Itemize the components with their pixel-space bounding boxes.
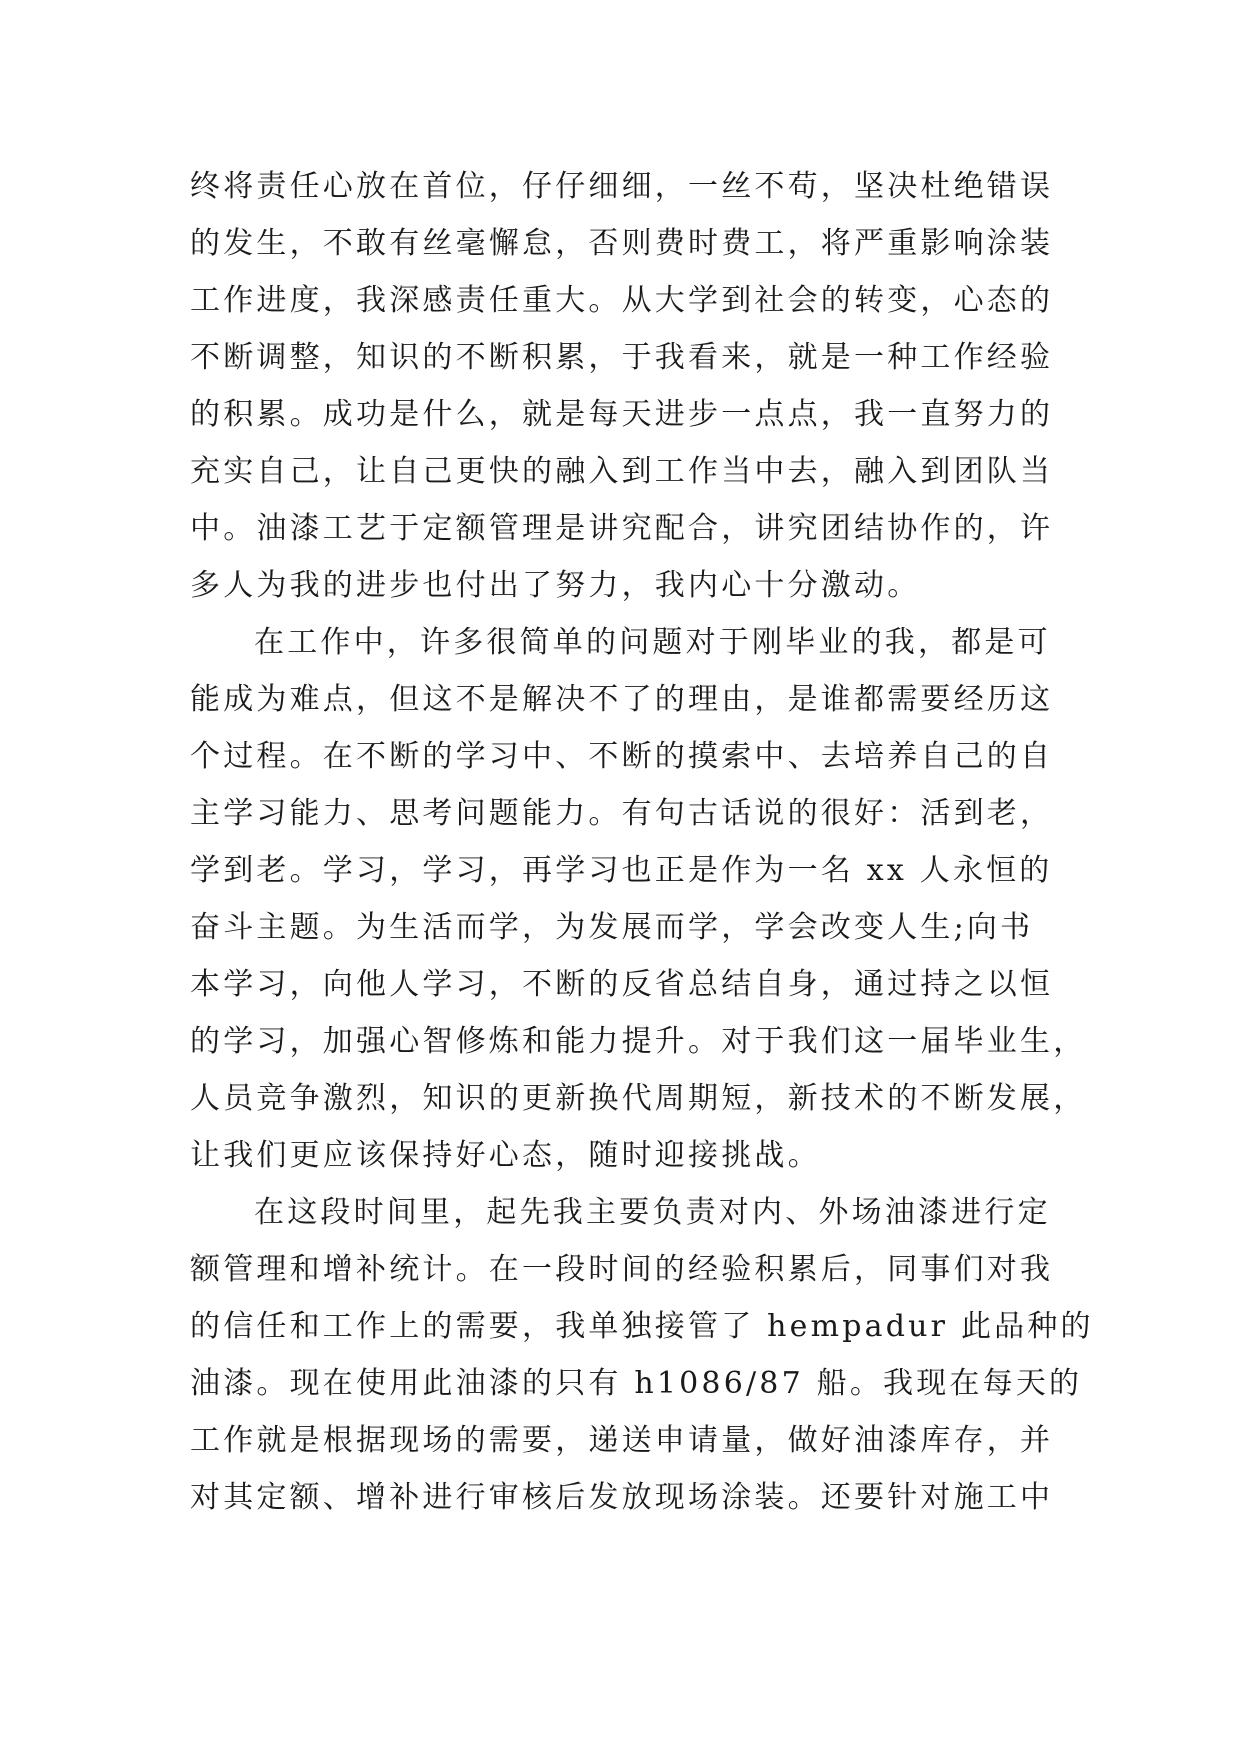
text-line: 充实自己，让自己更快的融入到工作当中去，融入到团队当 bbox=[190, 454, 1054, 489]
text-line: 奋斗主题。为生活而学，为发展而学，学会改变人生;向书 bbox=[190, 910, 1034, 945]
text-line: 人员竞争激烈，知识的更新换代周期短，新技术的不断发展， bbox=[190, 1081, 1087, 1116]
text-line: 让我们更应该保持好心态，随时迎接挑战。 bbox=[190, 1138, 821, 1173]
text-line: 工作进度，我深感责任重大。从大学到社会的转变，心态的 bbox=[190, 283, 1054, 318]
text-line: 工作就是根据现场的需要，递送申请量，做好油漆库存，并 bbox=[190, 1423, 1054, 1458]
text-line: 中。油漆工艺于定额管理是讲究配合，讲究团结协作的，许 bbox=[190, 511, 1054, 546]
text-line: 不断调整，知识的不断积累，于我看来，就是一种工作经验 bbox=[190, 340, 1054, 375]
text-line: 主学习能力、思考问题能力。有句古话说的很好：活到老， bbox=[190, 796, 1054, 831]
text-line: 个过程。在不断的学习中、不断的摸索中、去培养自己的自 bbox=[190, 739, 1054, 774]
paragraph-3 bbox=[190, 1184, 1094, 1526]
text-line: 本学习，向他人学习，不断的反省总结自身，通过持之以恒 bbox=[190, 967, 1054, 1002]
text-line: 在工作中，许多很简单的问题对于刚毕业的我，都是可 bbox=[254, 625, 1051, 660]
text-line: 的发生，不敢有丝毫懈怠，否则费时费工，将严重影响涂装 bbox=[190, 226, 1054, 261]
text-line: 在这段时间里，起先我主要负责对内、外场油漆进行定 bbox=[254, 1195, 1051, 1230]
text-line: 油漆。现在使用此油漆的只有 h1086/87 船。我现在每天的 bbox=[190, 1366, 1083, 1401]
text-line: 终将责任心放在首位，仔仔细细，一丝不苟，坚决杜绝错误 bbox=[190, 169, 1054, 204]
text-line: 能成为难点，但这不是解决不了的理由，是谁都需要经历这 bbox=[190, 682, 1054, 717]
paragraph-2 bbox=[190, 614, 1087, 1184]
text-line: 的信任和工作上的需要，我单独接管了 hempadur 此品种的 bbox=[190, 1309, 1094, 1344]
paragraph-1 bbox=[190, 158, 1054, 614]
text-line: 的积累。成功是什么，就是每天进步一点点，我一直努力的 bbox=[190, 397, 1054, 432]
text-line: 的学习，加强心智修炼和能力提升。对于我们这一届毕业生， bbox=[190, 1024, 1087, 1059]
text-line: 额管理和增补统计。在一段时间的经验积累后，同事们对我 bbox=[190, 1252, 1054, 1287]
text-line: 多人为我的进步也付出了努力，我内心十分激动。 bbox=[190, 568, 921, 603]
document-body bbox=[190, 158, 1094, 1526]
text-line: 学到老。学习，学习，再学习也正是作为一名 xx 人永恒的 bbox=[190, 853, 1053, 888]
text-line: 对其定额、增补进行审核后发放现场涂装。还要针对施工中 bbox=[190, 1480, 1054, 1515]
